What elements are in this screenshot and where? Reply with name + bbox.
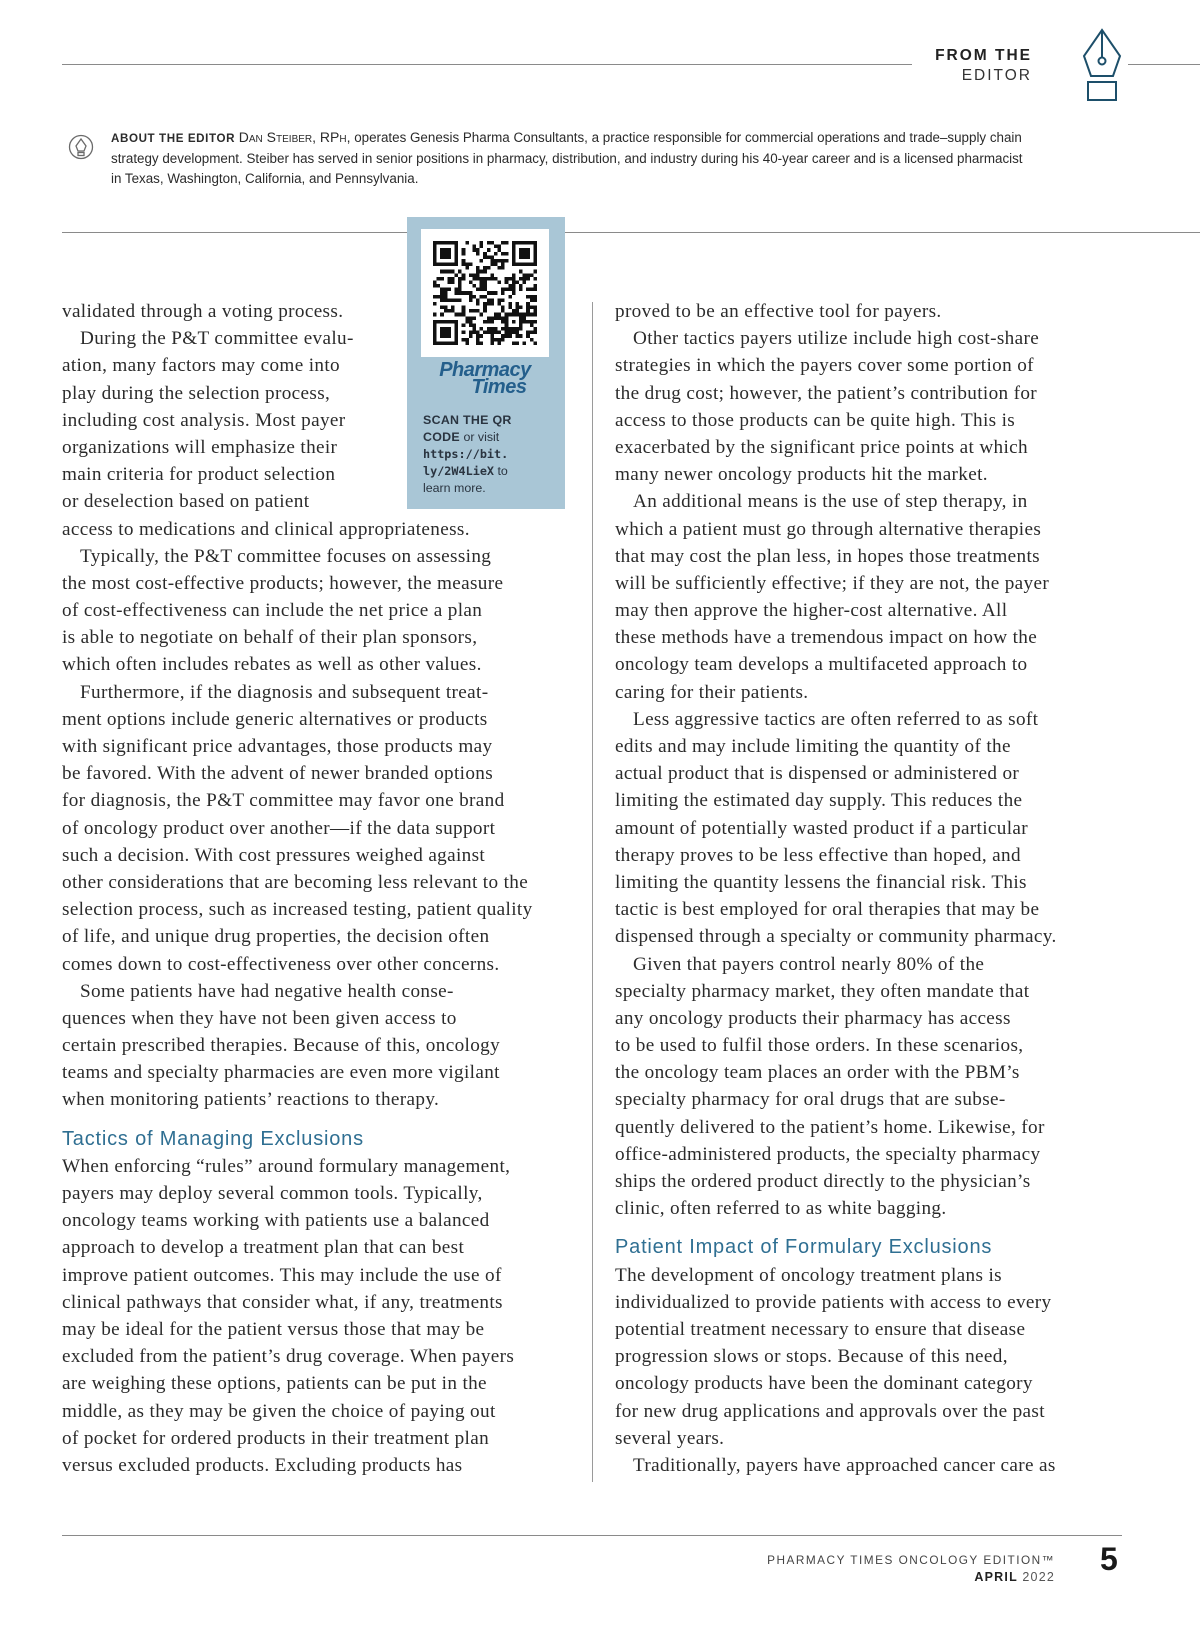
text-line: progression slows or stops. Because of this need, xyxy=(615,1346,1008,1368)
text-line: other considerations that are becoming less relevant to the xyxy=(62,871,529,893)
text-line: quences when they have not been given access to xyxy=(62,1007,457,1029)
text-line: to be used to fulfil those orders. In these scenarios, xyxy=(615,1035,1024,1057)
text-line: validated through a voting process. xyxy=(62,301,344,322)
text-line: oncology teams working with patients use a balanced xyxy=(62,1210,490,1232)
text-line: Typically, the P&T committee focuses on assessing xyxy=(80,545,492,567)
article-column-left xyxy=(62,298,582,1479)
text-line: potential treatment necessary to ensure that disease xyxy=(615,1318,1026,1340)
about-rule-right xyxy=(565,232,1200,233)
text-line: play during the selection process, xyxy=(62,382,331,404)
text-line: oncology team develops a multifaceted approach to xyxy=(615,654,1028,676)
text-line: clinical pathways that consider what, if any, treatments xyxy=(62,1291,503,1313)
text-line: limiting the estimated day supply. This reduces the xyxy=(615,790,1023,812)
column-divider xyxy=(592,302,593,1482)
text-line: when monitoring patients’ reactions to therapy. xyxy=(62,1089,440,1111)
text-line: When enforcing “rules” around formulary management, xyxy=(62,1155,511,1177)
section-label xyxy=(935,46,1032,86)
text-line: that may cost the plan less, in hopes those treatments xyxy=(615,545,1040,567)
text-line: comes down to cost-effectiveness over other concerns. xyxy=(62,953,500,975)
header-rule-left xyxy=(62,64,912,65)
text-line: selection process, such as increased testing, patient quality xyxy=(62,899,533,921)
text-line: limiting the quantity lessens the financial risk. This xyxy=(615,871,1027,893)
publication-name: PHARMACY TIMES ONCOLOGY EDITION™ xyxy=(767,1553,1055,1567)
text-line: Other tactics payers utilize include high cost-share xyxy=(633,328,1040,350)
text-line: such a decision. With cost pressures weighed against xyxy=(62,844,486,866)
text-line: approach to develop a treatment plan that can best xyxy=(62,1237,465,1259)
text-line: main criteria for product selection xyxy=(62,464,336,486)
about-line2: strategy development. Steiber has served in senior positions in pharmacy, distribution, and industry during his 40-year career and is a licensed pharmacist xyxy=(111,151,1023,166)
about-label: ABOUT THE EDITOR xyxy=(111,132,236,145)
article-column-right xyxy=(615,298,1135,1479)
text-line: specialty pharmacy market, they often mandate that xyxy=(615,980,1030,1002)
text-line: versus excluded products. Excluding products has xyxy=(62,1454,463,1476)
section-label-line2: EDITOR xyxy=(961,67,1032,84)
text-line: clinic, often referred to as white bagging. xyxy=(615,1198,947,1220)
text-line: individualized to provide patients with access to every xyxy=(615,1291,1052,1313)
text-line: actual product that is dispensed or administered or xyxy=(615,763,1020,785)
text-line: is able to negotiate on behalf of their plan sponsors, xyxy=(62,627,478,649)
section-label-line1: FROM THE xyxy=(935,47,1032,64)
text-line: ation, many factors may come into xyxy=(62,355,340,377)
text-line: therapy proves to be less effective than hoped, and xyxy=(615,844,1021,866)
text-line: the oncology team places an order with the PBM’s xyxy=(615,1062,1020,1084)
text-line: excluded from the patient’s drug coverage. When payers xyxy=(62,1346,515,1368)
text-line: of life, and unique drug properties, the decision often xyxy=(62,926,490,948)
text-line: may then approve the higher-cost alternative. All xyxy=(615,600,1008,622)
qr-caption-code: CODE xyxy=(423,430,460,444)
about-rule-left xyxy=(62,232,407,233)
qr-url-part1[interactable]: https://bit. xyxy=(423,447,509,461)
text-line: any oncology products their pharmacy has access xyxy=(615,1007,1011,1029)
text-line: or deselection based on patient xyxy=(62,491,310,513)
text-line: may be ideal for the patient versus those that may be xyxy=(62,1318,485,1340)
header-rule-right xyxy=(1128,64,1200,65)
issue-month: APRIL xyxy=(974,1570,1018,1584)
about-line3: in Texas, Washington, California, and Pennsylvania. xyxy=(111,171,419,186)
text-line: of pocket for ordered products in their treatment plan xyxy=(62,1427,490,1449)
text-line: the most cost-effective products; however, the measure xyxy=(62,572,504,594)
text-line: caring for their patients. xyxy=(615,681,809,703)
section-heading: Tactics of Managing Exclusions xyxy=(62,1127,364,1150)
text-line: access to those products can be quite high. This is xyxy=(615,409,1016,431)
text-line: are weighing these options, patients can be put in the xyxy=(62,1373,487,1395)
text-line: will be sufficiently effective; if they are not, the payer xyxy=(615,572,1050,594)
issue-year: 2022 xyxy=(1022,1570,1055,1584)
logo-line2: Times xyxy=(471,376,527,398)
text-line: several years. xyxy=(615,1427,725,1449)
text-line: Some patients have had negative health conse- xyxy=(80,980,454,1002)
text-line: teams and specialty pharmacies are even more vigilant xyxy=(62,1062,500,1084)
text-line: of cost-effectiveness can include the net price a plan xyxy=(62,600,483,622)
text-line: The development of oncology treatment plans is xyxy=(615,1264,1002,1286)
text-line: An additional means is the use of step therapy, in xyxy=(633,491,1028,513)
about-the-editor xyxy=(111,127,1121,189)
text-line: be favored. With the advent of newer branded options xyxy=(62,763,494,785)
text-line: ships the ordered product directly to the physician’s xyxy=(615,1171,1031,1192)
text-line: these methods have a tremendous impact on how the xyxy=(615,627,1038,649)
text-line: During the P&T committee evalu- xyxy=(80,328,354,350)
qr-url-part2[interactable]: ly/2W4LieX xyxy=(423,464,495,478)
qr-caption-visit: or visit xyxy=(460,430,500,444)
text-line: Given that payers control nearly 80% of the xyxy=(633,953,985,975)
text-line: the drug cost; however, the patient’s contribution for xyxy=(615,382,1038,404)
text-line: which a patient must go through alternative therapies xyxy=(615,518,1042,540)
text-line: oncology products have been the dominant category xyxy=(615,1373,1033,1395)
text-line: including cost analysis. Most payer xyxy=(62,409,346,431)
text-line: many newer oncology products hit the market. xyxy=(615,464,988,486)
text-line: for diagnosis, the P&T committee may favor one brand xyxy=(62,790,505,812)
editor-name: Dan Steiber, RPh, xyxy=(238,129,351,145)
text-line: quently delivered to the patient’s home. Likewise, for xyxy=(615,1116,1045,1138)
qr-caption-line1: SCAN THE QR xyxy=(423,413,512,427)
section-heading: Patient Impact of Formulary Exclusions xyxy=(615,1236,993,1259)
text-line: middle, as they may be given the choice of paying out xyxy=(62,1400,496,1422)
logo-line1: Pharmacy xyxy=(439,359,531,381)
text-line: access to medications and clinical appropriateness. xyxy=(62,518,470,540)
text-line: with significant price advantages, those products may xyxy=(62,736,493,757)
fountain-pen-icon xyxy=(1080,28,1124,102)
text-line: for new drug applications and approvals over the past xyxy=(615,1400,1045,1422)
text-line: strategies in which the payers cover some portion of xyxy=(615,355,1034,377)
footer-publication xyxy=(767,1552,1055,1586)
text-line: specialty pharmacy for oral drugs that are subse- xyxy=(615,1089,1006,1111)
text-line: Furthermore, if the diagnosis and subsequent treat- xyxy=(80,681,489,703)
text-line: organizations will emphasize their xyxy=(62,436,338,458)
text-line: exacerbated by the significant price points at which xyxy=(615,436,1028,458)
text-line: proved to be an effective tool for payers. xyxy=(615,301,942,322)
text-line: dispensed through a specialty or community pharmacy. xyxy=(615,926,1057,948)
text-line: which often includes rebates as well as other values. xyxy=(62,654,482,676)
text-line: Traditionally, payers have approached cancer care as xyxy=(633,1454,1056,1476)
text-line: Less aggressive tactics are often referred to as soft xyxy=(633,708,1039,730)
qr-caption-to: to xyxy=(494,464,508,478)
text-line: payers may deploy several common tools. Typically, xyxy=(62,1183,483,1204)
about-line1: operates Genesis Pharma Consultants, a practice responsible for commercial operations and trade–supply chain xyxy=(350,130,1022,145)
text-line: of oncology product over another—if the data support xyxy=(62,817,496,839)
qr-caption-end: learn more. xyxy=(423,481,486,495)
text-line: edits and may include limiting the quantity of the xyxy=(615,736,1011,757)
editor-badge-icon xyxy=(68,134,94,160)
text-line: tactic is best employed for oral therapies that may be xyxy=(615,899,1040,921)
text-line: amount of potentially wasted product if a particular xyxy=(615,817,1029,839)
text-line: ment options include generic alternatives or products xyxy=(62,708,488,730)
text-line: improve patient outcomes. This may include the use of xyxy=(62,1264,502,1286)
page-number: 5 xyxy=(1100,1541,1118,1577)
text-line: office-administered products, the specialty pharmacy xyxy=(615,1143,1041,1165)
footer-rule xyxy=(62,1535,1122,1536)
text-line: certain prescribed therapies. Because of this, oncology xyxy=(62,1035,501,1057)
